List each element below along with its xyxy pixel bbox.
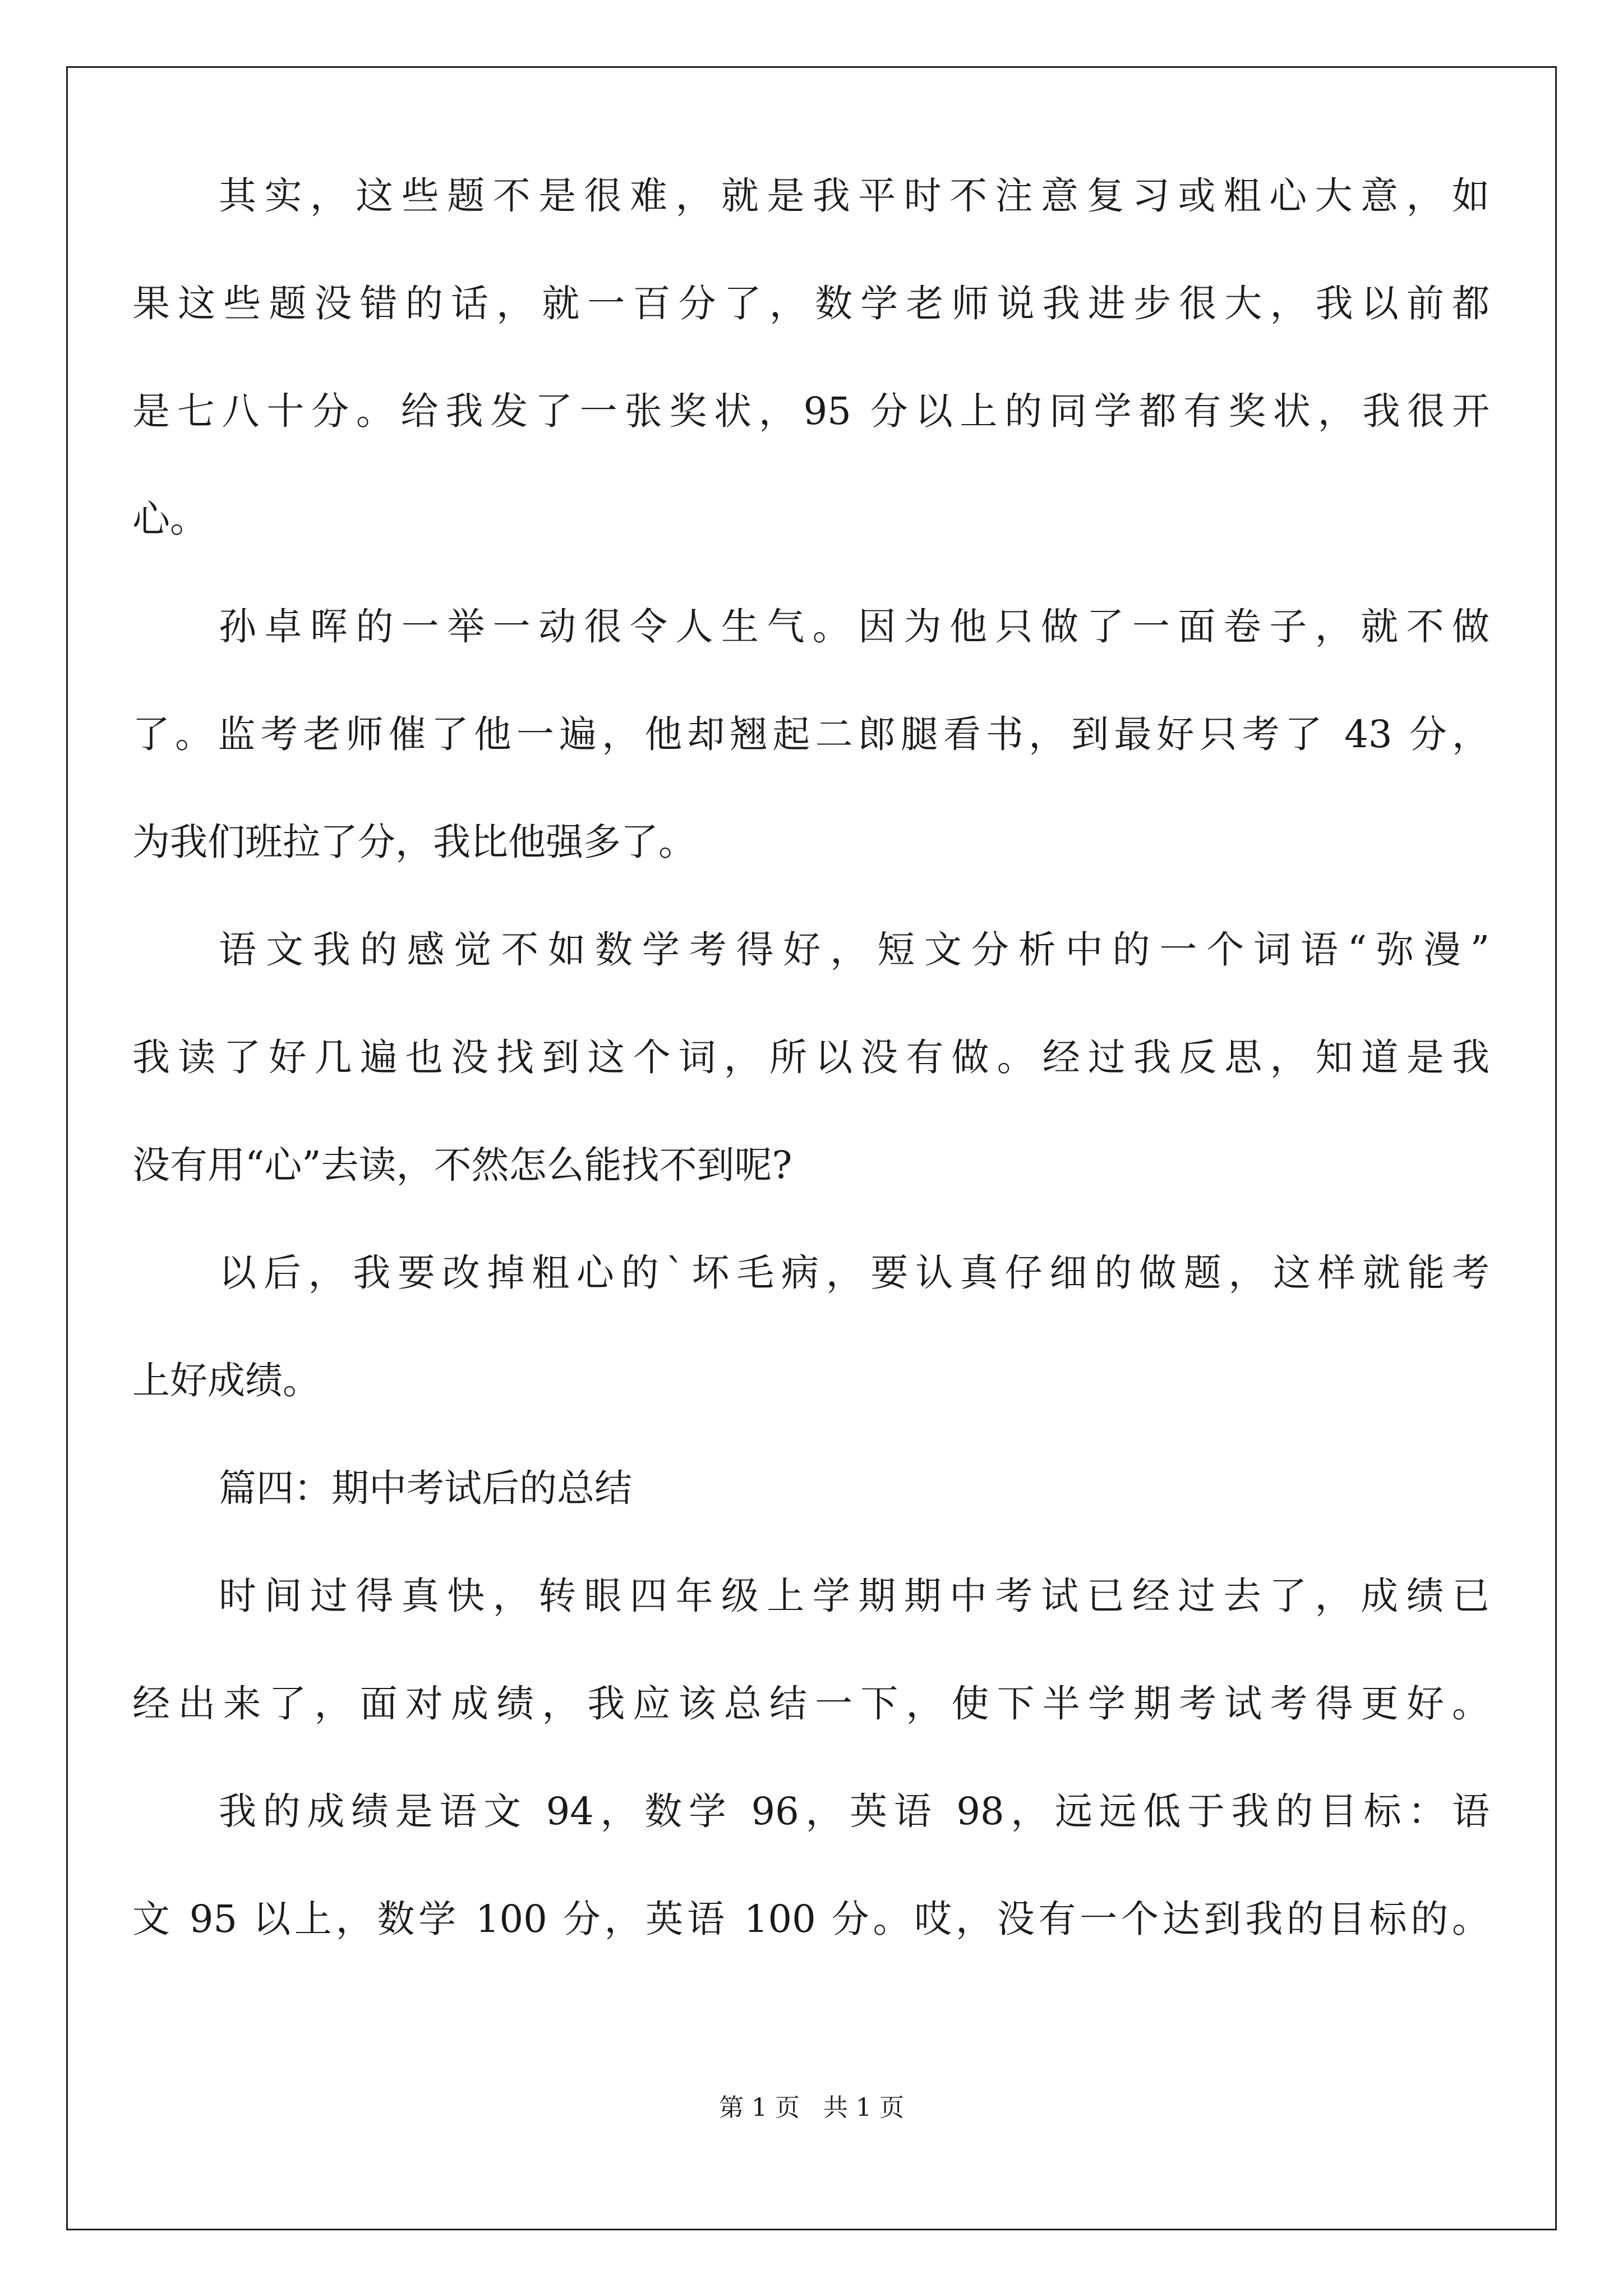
text-line: 我读了好几遍也没找到这个词，所以没有做。经过我反思，知道是我 (132, 1036, 1490, 1079)
text-line: 文 95 以上，数学 100 分，英语 100 分。哎，没有一个达到我的目标的。 (132, 1897, 1490, 1941)
text-line: 篇四：期中考试后的总结 (219, 1466, 632, 1510)
text-line: 语文我的感觉不如数学考得好，短文分析中的一个词语“弥漫” (219, 928, 1490, 972)
text-line: 其实，这些题不是很难，就是我平时不注意复习或粗心大意，如 (219, 174, 1490, 218)
text-line: 我的成绩是语文 94，数学 96，英语 98，远远低于我的目标：语 (219, 1789, 1490, 1833)
text-line: 心。 (132, 497, 208, 541)
text-line: 经出来了，面对成绩，我应该总结一下，使下半学期考试考得更好。 (132, 1682, 1490, 1726)
text-line: 是七八十分。给我发了一张奖状，95 分以上的同学都有奖状，我很开 (132, 389, 1490, 433)
text-line: 上好成绩。 (132, 1359, 320, 1402)
text-line: 时间过得真快，转眼四年级上学期期中考试已经过去了，成绩已 (219, 1574, 1490, 1618)
text-line: 孙卓晖的一举一动很令人生气。因为他只做了一面卷子，就不做 (219, 605, 1490, 648)
page-number-current: 第 1 页 (719, 2093, 800, 2122)
page-number-total: 共 1 页 (823, 2093, 904, 2122)
text-line: 以后，我要改掉粗心的`坏毛病，要认真仔细的做题，这样就能考 (219, 1251, 1490, 1295)
text-line: 没有用“心”去读，不然怎么能找不到呢? (132, 1143, 792, 1187)
page-footer (0, 2091, 1623, 2125)
text-line: 了。监考老师催了他一遍，他却翘起二郎腿看书，到最好只考了 43 分， (132, 712, 1490, 756)
text-line: 果这些题没错的话，就一百分了，数学老师说我进步很大，我以前都 (132, 282, 1490, 325)
text-line: 为我们班拉了分，我比他强多了。 (132, 820, 696, 864)
